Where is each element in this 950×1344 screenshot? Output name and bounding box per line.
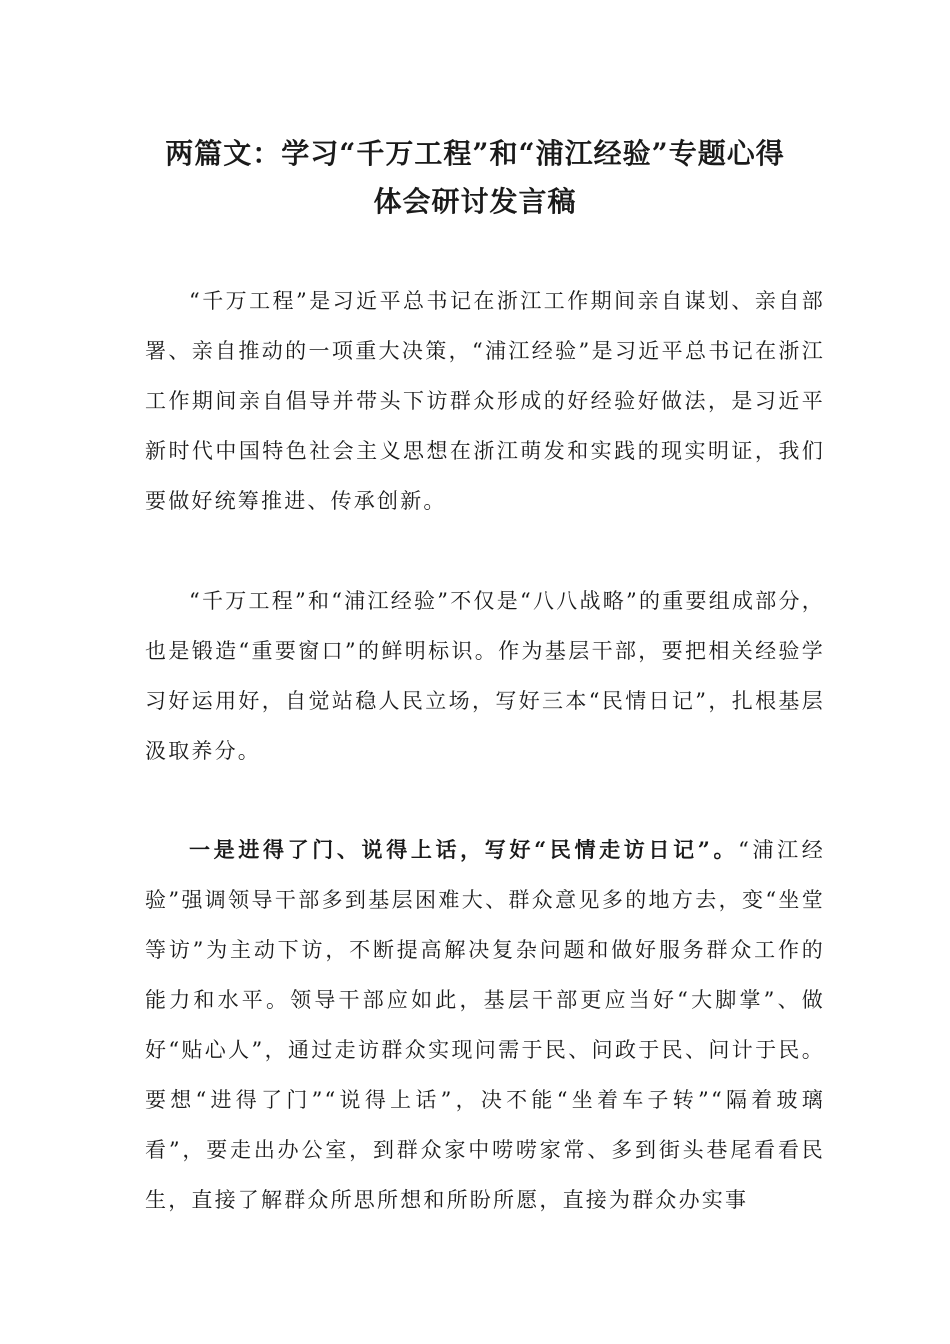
paragraph-1-text: “千万工程”是习近平总书记在浙江工作期间亲自谋划、亲自部署、亲自推动的一项重大决策，“浦江经验”是习近平总书记在浙江工作期间亲自倡导并带头下访群众形成的好经验好做法，是习近平新时代中国特色社会主义思想在浙江萌发和实践的现实明证，我们要做好统筹推进、传承创新。 [145, 289, 825, 513]
paragraph-2 [145, 576, 825, 776]
paragraph-3-text: “浦江经验”强调领导干部多到基层困难大、群众意见多的地方去，变“坐堂等访”为主动下访，不断提高解决复杂问题和做好服务群众工作的能力和水平。领导干部应如此，基层干部更应当好“大脚掌”、做好“贴心人”，通过走访群众实现问需于民、问政于民、问计于民。要想“进得了门”“说得上话”，决不能“坐着车子转”“隔着玻璃看”，要走出办公室，到群众家中唠唠家常、多到街头巷尾看看民生，直接了解群众所思所想和所盼所愿，直接为群众办实事 [145, 838, 825, 1212]
paragraph-2-text: “千万工程”和“浦江经验”不仅是“八八战略”的重要组成部分，也是锻造“重要窗口”的鲜明标识。作为基层干部，要把相关经验学习好运用好，自觉站稳人民立场，写好三本“民情日记”，扎根基层汲取养分。 [145, 589, 825, 763]
paragraph-3 [145, 825, 825, 1225]
document-title-line-1: 两篇文：学习“千万工程”和“浦江经验”专题心得 [165, 137, 785, 170]
paragraph-3-lead: 一是进得了门、说得上话，写好“民情走访日记”。 [189, 837, 739, 862]
paragraph-1 [145, 276, 825, 526]
document-title-line-2: 体会研讨发言稿 [373, 185, 577, 218]
